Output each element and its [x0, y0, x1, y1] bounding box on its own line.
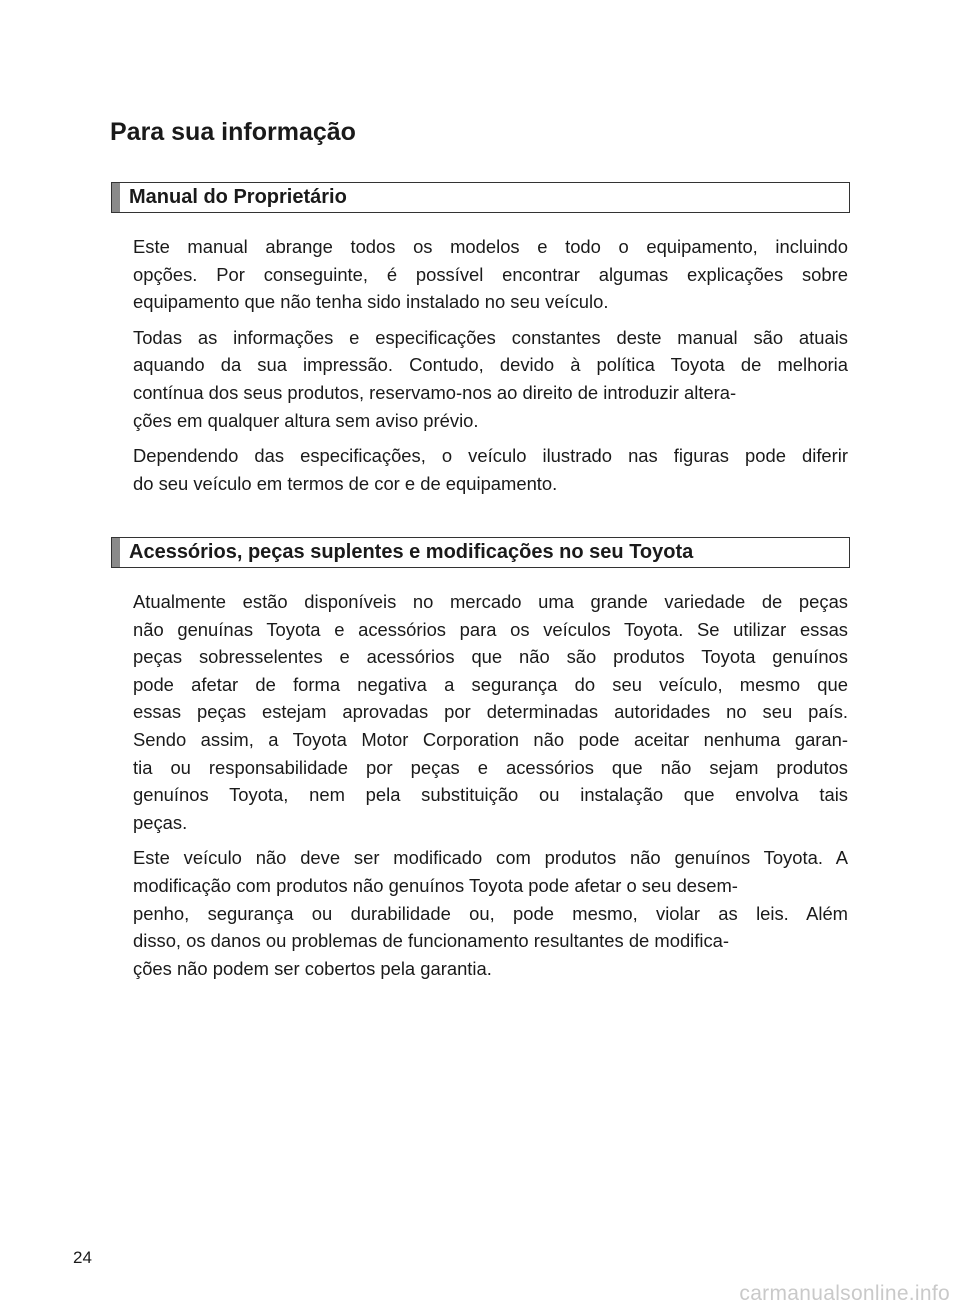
section-header-accent-bar: [112, 183, 120, 212]
text-line: equipamento que não tenha sido instalado no seu veículo.: [133, 291, 609, 313]
text-line: penho, segurança ou durabilidade ou, pode mesmo, violar as leis. Além: [133, 902, 848, 924]
section-heading: Manual do Proprietário: [129, 186, 347, 208]
text-line: Atualmente estão disponíveis no mercado uma grande variedade de peças: [133, 591, 848, 612]
paragraph: [133, 588, 848, 836]
text-line: Todas as informações e especificações constantes deste manual são atuais: [133, 326, 848, 348]
paragraph: [133, 442, 848, 497]
text-line: opções. Por conseguinte, é possível encontrar algumas explicações sobre: [133, 263, 848, 285]
section-header-owners-manual: [111, 182, 850, 213]
section-header-accessories: [111, 537, 850, 568]
text-line: peças.: [133, 811, 188, 833]
text-line: disso, os danos ou problemas de funcionamento resultantes de modifica-: [133, 930, 729, 952]
paragraph: [133, 844, 848, 982]
watermark: carmanualsonline.info: [739, 1282, 950, 1305]
text-line: ções não podem ser cobertos pela garantia.: [133, 957, 492, 979]
text-line: genuínos Toyota, nem pela substituição ou instalação que envolva tais: [133, 784, 848, 806]
paragraph: [133, 233, 848, 316]
text-line: do seu veículo em termos de cor e de equipamento.: [133, 472, 558, 494]
section-heading: Acessórios, peças suplentes e modificações no seu Toyota: [129, 541, 694, 563]
text-line: Este veículo não deve ser modificado com produtos não genuínos Toyota. A: [133, 847, 848, 869]
text-line: peças sobresselentes e acessórios que não são produtos Toyota genuínos: [133, 646, 848, 668]
text-line: ções em qualquer altura sem aviso prévio.: [133, 409, 479, 431]
text-line: tia ou responsabilidade por peças e acessórios que não sejam produtos: [133, 756, 848, 778]
paragraph: [133, 324, 848, 434]
section-body-accessories: [133, 588, 848, 990]
section-header-accent-bar: [112, 538, 120, 567]
text-line: modificação com produtos não genuínos Toyota pode afetar o seu desem-: [133, 874, 738, 896]
text-line: aquando da sua impressão. Contudo, devido à política Toyota de melhoria: [133, 354, 848, 376]
section-body-owners-manual: [133, 233, 848, 505]
text-line: contínua dos seus produtos, reservamo-nos ao direito de introduzir altera-: [133, 381, 737, 403]
text-line: essas peças estejam aprovadas por determinadas autoridades no seu país.: [133, 701, 848, 723]
page-title: Para sua informação: [110, 118, 356, 146]
page-number: 24: [73, 1248, 92, 1267]
text-line: Este manual abrange todos os modelos e todo o equipamento, incluindo: [133, 236, 848, 257]
text-line: Dependendo das especificações, o veículo ilustrado nas figuras pode diferir: [133, 445, 848, 467]
text-line: pode afetar de forma negativa a segurança do seu veículo, mesmo que: [133, 673, 848, 695]
text-line: Sendo assim, a Toyota Motor Corporation não pode aceitar nenhuma garan-: [133, 728, 848, 750]
text-line: não genuínas Toyota e acessórios para os veículos Toyota. Se utilizar essas: [133, 618, 848, 640]
